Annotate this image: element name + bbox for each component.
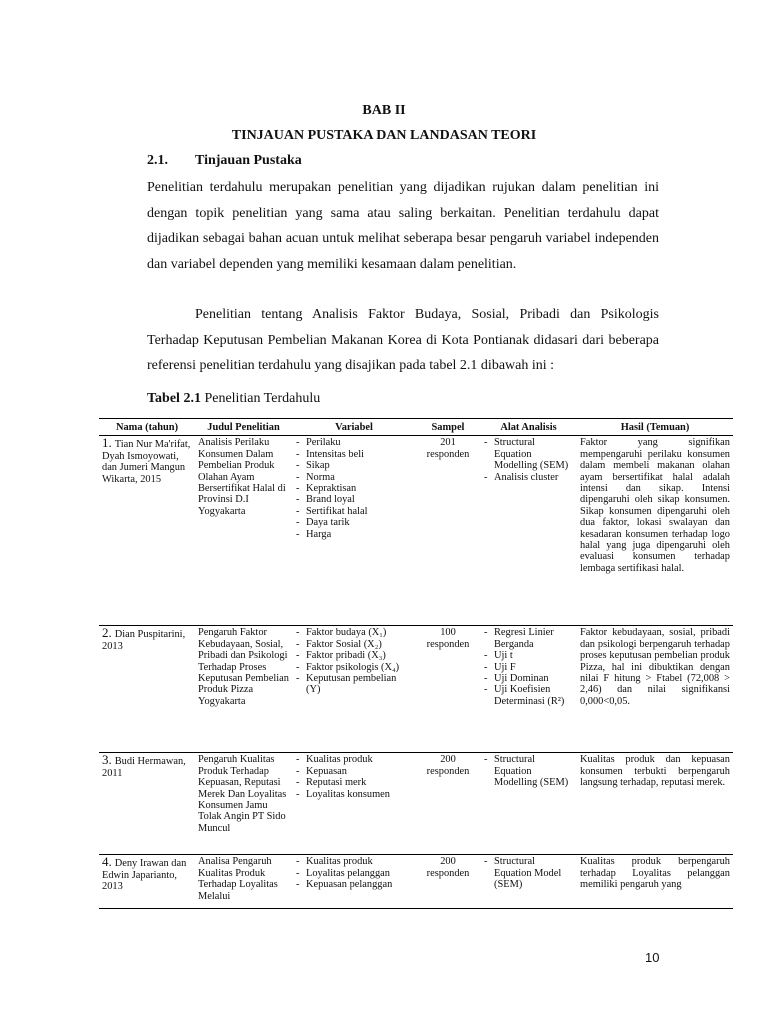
section-number: 2.1. <box>147 153 168 168</box>
paragraph-1: Penelitian terdahulu merupakan penelitian yang dijadikan rujukan dalam penelitian ini dengan topik penelitian yang sama atau saling berkaitan. Penelitian terdahulu dapat dijadikan sebagai bahan acuan untuk melihat seberapa besar pengaruh variabel independen dan variabel dependen yang memiliki kesamaan dalam penelitian. <box>147 180 659 272</box>
cell-sample: 200 responden <box>416 855 480 909</box>
variable-item: - Reputasi merk <box>295 777 413 788</box>
variable-item: - Brand loyal <box>295 494 413 505</box>
cell-title: Analisa Pengaruh Kualitas Produk Terhadap Loyalitas Melalui <box>195 855 292 909</box>
cell-sample: 200 responden <box>416 753 480 855</box>
section-heading <box>147 153 302 169</box>
cell-name <box>99 855 195 909</box>
row-name: Dian Puspitarini, 2013 <box>102 629 186 652</box>
tool-item: - Regresi Linier Berganda <box>483 627 574 650</box>
cell-result: Kualitas produk berpengaruh terhadap Loyalitas pelanggan memiliki pengaruh yang <box>577 855 733 909</box>
tool-item: - Structural Equation Modelling (SEM) <box>483 754 574 788</box>
section-title: Tinjauan Pustaka <box>195 153 302 168</box>
row-name: Tian Nur Ma'rifat, Dyah Ismoyowati, dan Jumeri Mangun Wikarta, 2015 <box>102 439 191 485</box>
variable-item: - Kepraktisan <box>295 483 413 494</box>
variable-item: - Kepuasan pelanggan <box>295 879 413 890</box>
variable-item: - Norma <box>295 472 413 483</box>
table-caption-label: Tabel 2.1 <box>147 391 201 406</box>
cell-tools <box>480 753 577 855</box>
variable-item: - Kualitas produk <box>295 856 413 867</box>
cell-tools <box>480 626 577 753</box>
header-name: Nama (tahun) <box>99 419 195 436</box>
cell-sample: 201 responden <box>416 436 480 626</box>
cell-result: Kualitas produk dan kepuasan konsumen terbukti berpengaruh langsung terhadap, reputasi merek. <box>577 753 733 855</box>
row-name: Budi Hermawan, 2011 <box>102 756 186 779</box>
cell-result: Faktor kebudayaan, sosial, pribadi dan psikologi berpengaruh terhadap proses keputusan pembelian produk Pizza, hal ini dibuktikan dengan nilai F hitung > Ftabel (72,008 > 2,46) dan nilai signifikansi 0,000<0,05. <box>577 626 733 753</box>
cell-name <box>99 436 195 626</box>
tool-item: - Uji F <box>483 662 574 673</box>
table-caption-text: Penelitian Terdahulu <box>204 391 321 406</box>
cell-variables <box>292 855 416 909</box>
row-name: Deny Irawan dan Edwin Japarianto, 2013 <box>102 858 187 893</box>
cell-tools <box>480 855 577 909</box>
research-table <box>99 418 733 909</box>
header-variables: Variabel <box>292 419 416 436</box>
table-caption <box>147 391 320 407</box>
cell-variables <box>292 753 416 855</box>
table-row <box>99 753 733 855</box>
cell-title: Pengaruh Kualitas Produk Terhadap Kepuasan, Reputasi Merek Dan Loyalitas Konsumen Jamu Tolak Angin PT Sido Muncul <box>195 753 292 855</box>
paragraph-2: Penelitian tentang Analisis Faktor Budaya, Sosial, Pribadi dan Psikologis Terhadap Keputusan Pembelian Makanan Korea di Kota Pontianak didasari dari beberapa referensi penelitian terdahulu yang disajikan pada tabel 2.1 dibawah ini : <box>147 307 659 374</box>
header-sample: Sampel <box>416 419 480 436</box>
row-number: 1. <box>102 435 112 451</box>
row-number: 4. <box>102 854 112 870</box>
cell-sample: 100 responden <box>416 626 480 753</box>
tool-item: - Uji Koefisien Determinasi (R²) <box>483 684 574 707</box>
variable-item: - Faktor psikologis (X₄) <box>295 662 413 673</box>
variable-item: - Perilaku <box>295 437 413 448</box>
chapter-label: BAB II <box>362 103 406 118</box>
cell-variables <box>292 626 416 753</box>
row-number: 2. <box>102 625 112 641</box>
header-tools: Alat Analisis <box>480 419 577 436</box>
header-title: Judul Penelitian <box>195 419 292 436</box>
cell-name <box>99 626 195 753</box>
tool-item: - Uji t <box>483 650 574 661</box>
table-row <box>99 855 733 909</box>
cell-name <box>99 753 195 855</box>
cell-result: Faktor yang signifikan mempengaruhi perilaku konsumen dalam membeli makanan olahan ayam bersertifikat halal adalah intensi dan sikap. Intensi dipengaruhi oleh sikap konsumen. Sikap konsumen dipengaruhi oleh dua faktor, lokasi swalayan dan kesadaran konsumen terhadap logo halal yang juga dipengaruhi oleh evaluasi konsumen terhadap lembaga sertifikasi halal. <box>577 436 733 626</box>
variable-item: - Daya tarik <box>295 517 413 528</box>
variable-item: - Kepuasan <box>295 766 413 777</box>
variable-item: - Sertifikat halal <box>295 506 413 517</box>
tool-item: - Structural Equation Modelling (SEM) <box>483 437 574 471</box>
variable-item: - Intensitas beli <box>295 449 413 460</box>
variable-item: - Loyalitas konsumen <box>295 789 413 800</box>
page-number: 10 <box>645 950 660 965</box>
chapter-title: TINJAUAN PUSTAKA DAN LANDASAN TEORI <box>231 128 537 143</box>
variable-item: - Faktor Sosial (X₂) <box>295 639 413 650</box>
variable-item: - Sikap <box>295 460 413 471</box>
variable-item: - Harga <box>295 529 413 540</box>
cell-variables <box>292 436 416 626</box>
cell-title: Pengaruh Faktor Kebudayaan, Sosial, Pribadi dan Psikologi Terhadap Proses Keputusan Pembelian Produk Pizza Yogyakarta <box>195 626 292 753</box>
table-row <box>99 626 733 753</box>
cell-title: Analisis Perilaku Konsumen Dalam Pembelian Produk Olahan Ayam Bersertifikat Halal di Provinsi D.I Yogyakarta <box>195 436 292 626</box>
variable-item: - Faktor budaya (X₁) <box>295 627 413 638</box>
header-result: Hasil (Temuan) <box>577 419 733 436</box>
variable-item: - Keputusan pembelian (Y) <box>295 673 413 696</box>
tool-item: - Structural Equation Model (SEM) <box>483 856 574 890</box>
variable-item: - Loyalitas pelanggan <box>295 868 413 879</box>
cell-tools <box>480 436 577 626</box>
tool-item: - Analisis cluster <box>483 472 574 483</box>
table-row <box>99 436 733 626</box>
tool-item: - Uji Dominan <box>483 673 574 684</box>
row-number: 3. <box>102 752 112 768</box>
table-header-row <box>99 419 733 436</box>
variable-item: - Kualitas produk <box>295 754 413 765</box>
variable-item: - Faktor pribadi (X₃) <box>295 650 413 661</box>
